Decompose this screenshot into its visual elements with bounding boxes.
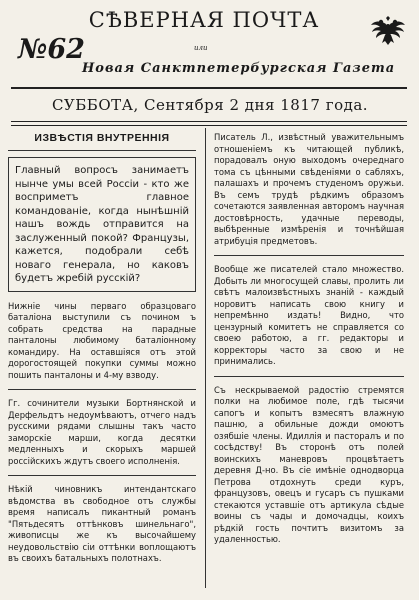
article-paragraph: Писатель Л., извѣстный уважительнымъ отношеніемъ къ читающей публикѣ, порадовалъ оную выходомъ очереднаго тома съ цѣнными свѣденіями о сабляхъ, палашахъ и прочемъ студеномъ оружьи. Въ семъ трудѣ рѣдкимъ образомъ сочетаются заявленная авторомъ научная достовѣрность, удачные переводы, выбѣренные измѣренія и точнѣйшая атрибуція предметовъ. <box>214 132 404 246</box>
newspaper-title: СѢВЕРНАЯ ПОЧТА <box>88 8 320 32</box>
right-column <box>214 130 404 546</box>
newspaper-subtitle: Новая Санктпетербургская Газета <box>82 61 396 76</box>
article-divider <box>214 255 404 256</box>
article-divider <box>8 389 196 390</box>
lead-article: Главный вопросъ занимаетъ нынче умы всей Россіи - кто же восприметъ главное командованіе, когда нынѣшній нашъ вождь отправится на заслуженный покой? Французы, кажется, подобрали себѣ новаго генерала, но каковъ будетъ жребій русскій? <box>8 157 196 292</box>
article-paragraph: Нѣкій чиновникъ интендантскаго вѣдомства въ свободное отъ службы время написалъ пикантный романъ "Пятьдесятъ оттѣнковъ шинельнаго", живописцы же къ высочайшему неудовольствію сіи оттѣнки воплощаютъ въ своихъ батальныхъ полотнахъ. <box>8 484 196 563</box>
left-column <box>8 130 196 565</box>
masthead <box>0 0 419 123</box>
column-divider <box>205 128 206 588</box>
double-headed-eagle-icon <box>370 12 406 48</box>
masthead-rule-bottom-2 <box>11 125 407 126</box>
article-divider <box>8 475 196 476</box>
title-conjunction: или <box>194 44 208 52</box>
article-divider <box>214 376 404 377</box>
article-paragraph: Вообще же писателей стало множество. Добыть ли многосущей славы, пролить ли свѣтъ малоизвѣстныхъ знаній - каждый норовитъ написать свою книгу и непремѣнно издать! Видно, что цензурный комитетъ не справляется со своею работою, а гг. редакторы и корректоры часто за свою и не принимались. <box>214 264 404 366</box>
section-title: ИЗВѢСТІЯ ВНУТРЕННІЯ <box>8 130 196 151</box>
article-paragraph: Нижніе чины перваго образцоваго баталіона выступили съ почином ъ собрать средства на парадные панталоны любимому баталіонному командиру. На оставшіяся отъ этой дорогостоящей покупки суммы можно пошить панталоны и 4-му взводу. <box>8 300 196 380</box>
issue-number: №62 <box>18 34 85 65</box>
masthead-rule-top <box>11 87 407 89</box>
issue-date: СУББОТА, Сентября 2 дня 1817 года. <box>51 96 369 114</box>
article-paragraph: Гг. сочинители музыки Бортнянской и Дерфельдтъ недоумѣваютъ, отчего надъ русскими рядами слышны такъ часто заморскіе марши, когда десятки медленныхъ и скорыхъ маршей россійскихъ ждутъ своего исполненія. <box>8 398 196 466</box>
masthead-rule-bottom <box>11 121 407 122</box>
article-paragraph: Съ нескрываемой радостію стремятся полки на любимое поле, гдѣ тысячи сапогъ и копытъ взмесятъ влажную пашню, а обильные дожди омоютъ озябшіе члены. Идиллія и пасторалъ и по сосѣдству! Въ сторонѣ отъ полей воинскихъ маневровъ процвѣтаетъ деревня Д-но. Въ сіе имѣніе однодворца Петрова отдохнуть среди куръ, французовъ, овецъ и гусаръ съ пушками стекаются уставшіе отъ артикула сѣдые воины съ чады и домочадцы, коихъ рѣдкій гость почтитъ визитомъ за удаленностью. <box>214 384 404 544</box>
